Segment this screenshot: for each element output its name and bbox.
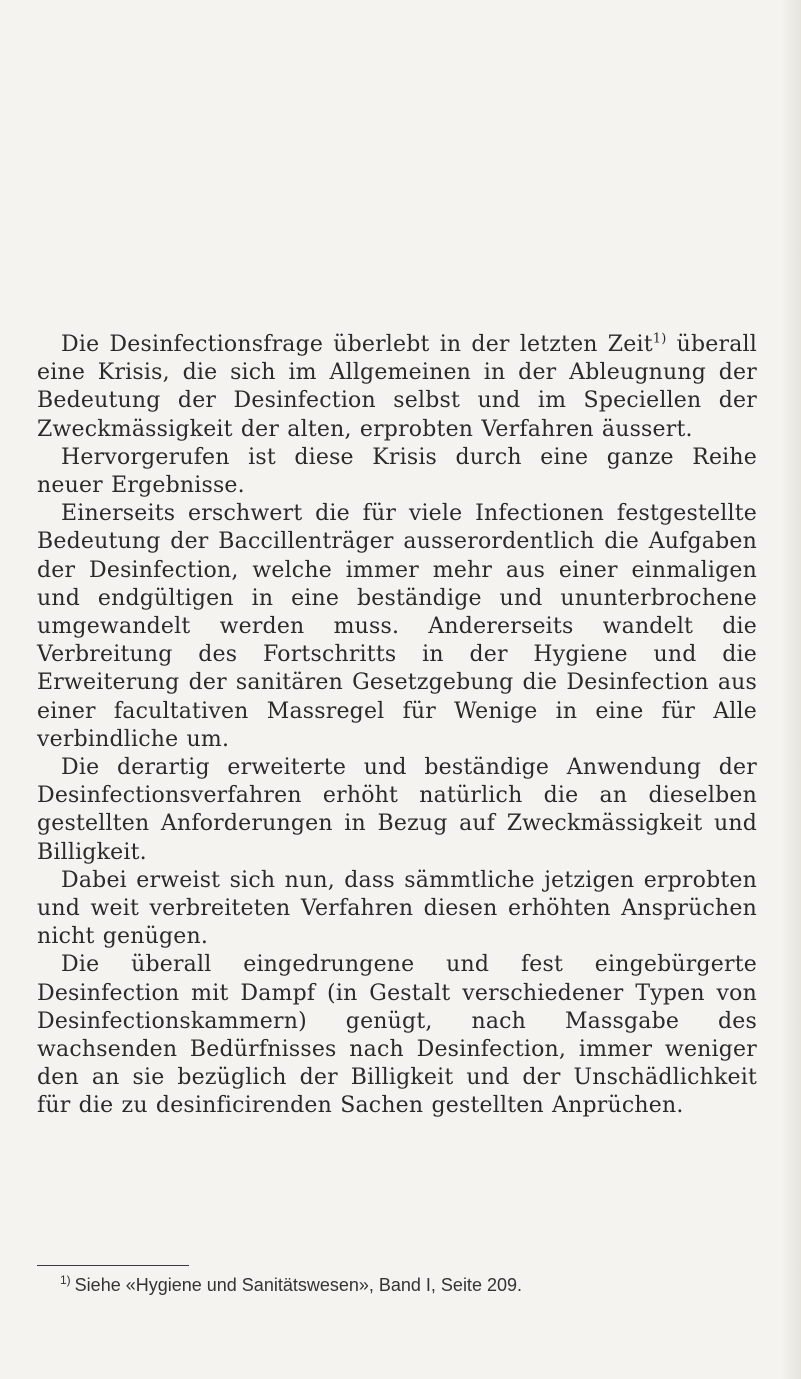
- body-text: [37, 331, 757, 1121]
- paragraph-5: Dabei erweist sich nun, dass sämmtliche jetzigen erprobten und weit verbreiteten Verfahren diesen erhöhten Ansprüchen nicht genügen.: [37, 867, 757, 950]
- paragraph-1-text-continued: überall eine Krisis, die sich im Allgemeinen in der Ableugnung der Bedeutung der Desinfection selbst und im Speciellen der Zweckmässigkeit der alten, erprobten Verfahren äussert.: [37, 332, 757, 442]
- footnote: [60, 1273, 522, 1297]
- paragraph-6: Die überall eingedrungene und fest eingebürgerte Desinfection mit Dampf (in Gestalt verschiedener Typen von Desinfectionskammern) genügt, nach Massgabe des wachsenden Bedürfnisses nach Desinfection, immer weniger den an sie bezüglich der Billigkeit und der Unschädlichkeit für die zu desinficirenden Sachen gestellten Anprüchen.: [37, 952, 757, 1119]
- page-edge-shadow: [781, 0, 801, 1379]
- paragraph-1-text: Die Desinfectionsfrage überlebt in der letzten Zeit: [61, 332, 653, 357]
- paragraph-1: [37, 331, 757, 444]
- footnote-text: Siehe «Hygiene und Sanitätswesen», Band I, Seite 209.: [74, 1275, 522, 1295]
- footnote-reference: 1): [652, 331, 667, 347]
- paragraph-2: Hervorgerufen ist diese Krisis durch eine ganze Reihe neuer Ergebnisse.: [37, 444, 757, 499]
- paragraph-4: Die derartig erweiterte und beständige Anwendung der Desinfectionsverfahren erhöht natürlich die an dieselben gestellten Anforderungen in Bezug auf Zweckmässigkeit und Billigkeit.: [37, 755, 757, 865]
- paragraph-3: Einerseits erschwert die für viele Infectionen festgestellte Bedeutung der Baccillenträger ausserordentlich die Aufgaben der Desinfection, welche immer mehr aus einer einmaligen und endgültigen in eine beständige und ununterbrochene umgewandelt werden muss. Andererseits wandelt die Verbreitung des Fortschritts in der Hygiene und die Erweiterung der sanitären Gesetzgebung die Desinfection aus einer facultativen Massregel für Wenige in eine für Alle verbindliche um.: [37, 501, 757, 752]
- footnote-divider: [37, 1265, 189, 1266]
- footnote-number: 1): [60, 1273, 71, 1287]
